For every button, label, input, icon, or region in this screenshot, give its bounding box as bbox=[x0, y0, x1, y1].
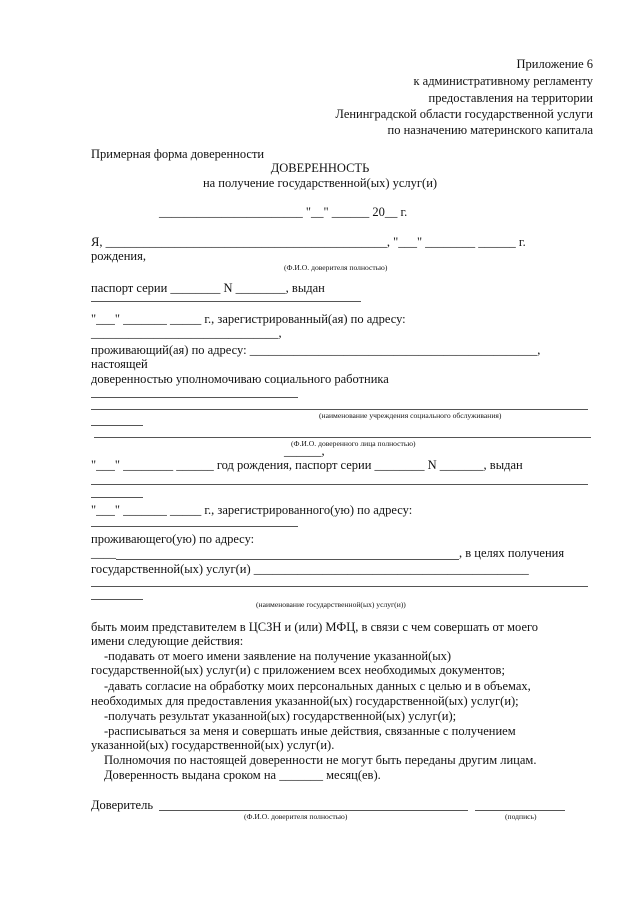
registration-address-line: ______________________________, bbox=[91, 326, 282, 340]
trustee-residence-underline bbox=[116, 559, 459, 560]
trustee-residence-line: проживающего(ую) по адресу: bbox=[91, 532, 255, 546]
trustee-name-caption: (Ф.И.О. доверенного лица полностью) bbox=[291, 439, 416, 448]
validity-line: Доверенность выдана сроком на _______ месяц(ев). bbox=[104, 768, 381, 782]
trustee-registration-underline bbox=[91, 526, 298, 527]
residence-line: проживающий(ая) по адресу: ______________________________________________, bbox=[91, 343, 541, 357]
powers-paragraph-line-2: имени следующие действия: bbox=[91, 634, 244, 648]
institution-underline bbox=[91, 409, 588, 410]
form-title: Примерная форма доверенности bbox=[91, 147, 265, 161]
authorize-line: доверенностью уполномочиваю социального работника bbox=[91, 372, 389, 386]
appendix-line-3: предоставления на территории bbox=[428, 91, 593, 105]
principal-name-caption: (Ф.И.О. доверителя полностью) bbox=[284, 263, 388, 272]
action-consent-line-2: необходимых для предоставления указанной(ых) государственной(ых) услуг(и); bbox=[91, 694, 519, 708]
institution-underline-short bbox=[91, 425, 143, 426]
trustee-issued-underline bbox=[91, 484, 588, 485]
institution-caption: (наименование учреждения социального обслуживания) bbox=[319, 411, 502, 420]
powers-paragraph-line-1: быть моим представителем в ЦСЗН и (или) МФЦ, в связи с чем совершать от моего bbox=[91, 620, 539, 634]
trustee-registration-line: "___" _______ _____ г., зарегистрированного(ую) по адресу: bbox=[91, 503, 413, 517]
action-sign-line-1: -расписываться за меня и совершать иные действия, связанные с получением bbox=[104, 724, 516, 738]
action-sign-line-2: указанной(ых) государственной(ых) услуг(и). bbox=[91, 738, 335, 752]
trustee-name-underline bbox=[94, 437, 591, 438]
trustee-birth-passport-line: "___" ________ ______ год рождения, паспорт серии ________ N _______, выдан bbox=[91, 458, 523, 472]
principal-name-signature-line bbox=[159, 810, 468, 811]
appendix-line-4: Ленинградской области государственной услуги bbox=[335, 107, 593, 121]
issued-by-underline bbox=[91, 301, 361, 302]
purpose-text: , в целях получения bbox=[459, 546, 565, 560]
place-date-line: _______________________ "__" ______ 20__ г. bbox=[159, 205, 408, 219]
service-line: государственной(ых) услуг(и) ____________________________________________ bbox=[91, 562, 529, 576]
appendix-line-2: к административному регламенту bbox=[413, 74, 593, 88]
principal-name-line: Я, _____________________________________________, "___" ________ ______ г. bbox=[91, 235, 526, 249]
birth-label: рождения, bbox=[91, 249, 146, 263]
action-consent-line-1: -давать согласие на обработку моих персональных данных с целью и в объемах, bbox=[104, 679, 531, 693]
no-transfer-line: Полномочия по настоящей доверенности не могут быть переданы другим лицам. bbox=[104, 753, 537, 767]
service-underline bbox=[91, 586, 588, 587]
principal-signature-caption: (Ф.И.О. доверителя полностью) bbox=[244, 812, 348, 821]
service-underline-short bbox=[91, 599, 143, 600]
action-submit-line-1: -подавать от моего имени заявление на получение указанной(ых) bbox=[104, 649, 452, 663]
authorize-underline bbox=[91, 397, 298, 398]
signature-caption: (подпись) bbox=[505, 812, 537, 821]
action-submit-line-2: государственной(ых) услуг(и) с приложением всех необходимых документов; bbox=[91, 663, 505, 677]
document-subtitle: на получение государственной(ых) услуг(и) bbox=[202, 176, 438, 190]
present-label: настоящей bbox=[91, 357, 148, 371]
signature-line bbox=[475, 810, 565, 811]
registration-line: "___" _______ _____ г., зарегистрированный(ая) по адресу: bbox=[91, 312, 406, 326]
service-caption: (наименование государственной(ых) услуг(и)) bbox=[256, 600, 406, 609]
appendix-line-5: по назначению материнского капитала bbox=[387, 123, 593, 137]
appendix-line-1: Приложение 6 bbox=[516, 57, 593, 71]
document-title: ДОВЕРЕННОСТЬ bbox=[270, 161, 370, 175]
trustee-name-end: ______, bbox=[284, 444, 325, 458]
trustee-residence-start: ____ bbox=[91, 546, 116, 560]
passport-line: паспорт серии ________ N ________, выдан bbox=[91, 281, 325, 295]
action-receive-line: -получать результат указанной(ых) государственной(ых) услуг(и); bbox=[104, 709, 457, 723]
principal-signature-label: Доверитель bbox=[91, 798, 154, 812]
trustee-issued-underline-short bbox=[91, 497, 143, 498]
